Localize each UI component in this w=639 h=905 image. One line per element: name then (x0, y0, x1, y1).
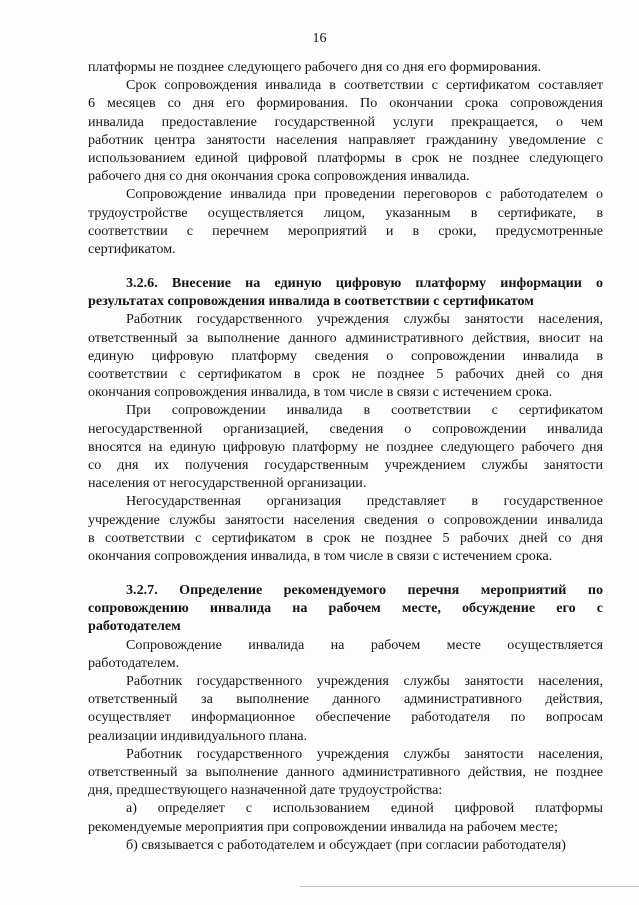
text-line: Работник государственного учреждения службы занятости населения, (126, 673, 603, 689)
heading-line: работодателем (88, 618, 181, 635)
text-line: Срок сопровождения инвалида в соответствии с сертификатом составляет (126, 77, 603, 94)
text-line: негосударственной организацией, сведения о сопровождении инвалида (88, 420, 603, 437)
text-line: При сопровождении инвалида в соответствии с сертификатом (126, 402, 603, 419)
text-line: окончания сопровождения инвалида, в том числе в связи с истечением срока. (88, 384, 553, 401)
text-line: дня, предшествующего назначенной дате трудоустройства: (88, 782, 443, 799)
text-line: со дня их получения государственным учреждением службы занятости (88, 456, 603, 473)
text-line: ответственный за выполнение данного административного действия, вносит на (88, 329, 603, 346)
text-line: б) связывается с работодателем и обсуждает (при согласии работодателя) (126, 836, 566, 853)
text-line: Негосударственная организация представляет в государственное (126, 493, 603, 510)
text-line: окончания сопровождения инвалида, в том числе в связи с истечением срока. (88, 547, 553, 564)
text-line: трудоустройстве осуществляется лицом, указанным в сертификате, в (88, 204, 603, 221)
section-spacer (88, 258, 603, 274)
heading-line: результатах сопровождения инвалида в соответствии с сертификатом (88, 293, 534, 310)
document-body (88, 58, 603, 854)
text-line: Работник государственного учреждения службы занятости населения, (126, 745, 603, 762)
section-heading (88, 581, 603, 636)
paragraph (88, 76, 603, 185)
text-line: использованием единой цифровой платформы в срок не позднее следующего (88, 149, 603, 166)
text-line: Сопровождение инвалида на рабочем месте осуществляется (126, 636, 603, 653)
heading-line: 3.2.7. Определение рекомендуемого перечня мероприятий по (126, 582, 603, 599)
section-spacer (88, 565, 603, 581)
paragraph (88, 310, 603, 401)
text-line: рабочего дня со дня окончания срока сопровождения инвалида. (88, 168, 470, 185)
text-line: населения от негосударственной организации. (88, 475, 367, 492)
heading-line: 3.2.6. Внесение на единую цифровую платформу информации о (126, 275, 603, 292)
text-line: а) определяет с использованием единой цифровой платформы (126, 800, 603, 817)
text-line: осуществляет информационное обеспечение работодателя по вопросам (88, 709, 603, 726)
paragraph (88, 799, 603, 835)
text-line: 6 месяцев со дня его формирования. По окончании срока сопровождения (88, 95, 603, 112)
text-line: в соответствии с сертификатом в срок не позднее 5 рабочих дней со дня (88, 529, 603, 546)
text-line: соответствии с сертификатом в срок не позднее 5 рабочих дней со дня (88, 366, 603, 382)
paragraph (88, 58, 603, 76)
text-line: ответственный за выполнение данного административного действия, (88, 691, 603, 708)
text-line: сертификатом. (88, 240, 176, 257)
paragraph (88, 636, 603, 672)
text-line: Сопровождение инвалида при проведении переговоров с работодателем о (126, 186, 603, 203)
paragraph (88, 836, 603, 854)
text-line: работник центра занятости населения направляет гражданину уведомление с (88, 131, 603, 148)
page-number: 16 (312, 31, 327, 46)
paragraph (88, 672, 603, 745)
text-line: Работник государственного учреждения службы занятости населения, (126, 311, 603, 328)
text-line: вносятся на единую цифровую платформу не позднее следующего рабочего дня (88, 438, 603, 455)
heading-line: сопровождению инвалида на рабочем месте, обсуждение его с (88, 600, 603, 617)
text-line: реализации индивидуального плана. (88, 727, 308, 744)
text-line: соответствии с перечнем мероприятий и в сроки, предусмотренные (88, 222, 603, 239)
text-line: рекомендуемые мероприятия при сопровождении инвалида на рабочем месте; (88, 818, 558, 835)
paragraph (88, 401, 603, 492)
scan-edge-line (300, 886, 639, 887)
text-line: единую цифровую платформу сведения о сопровождении инвалида в (88, 347, 603, 364)
paragraph (88, 185, 603, 258)
text-line: работодателем. (88, 654, 180, 671)
paragraph (88, 745, 603, 800)
paragraph (88, 492, 603, 565)
section-heading (88, 274, 603, 310)
text-line: ответственный за выполнение данного административного действия, не позднее (88, 763, 603, 780)
text-line: учреждение службы занятости населения сведения о сопровождении инвалида (88, 511, 603, 528)
text-line: платформы не позднее следующего рабочего дня со дня его формирования. (88, 59, 542, 75)
text-line: инвалида предоставление государственной услуги прекращается, о чем (88, 113, 603, 130)
